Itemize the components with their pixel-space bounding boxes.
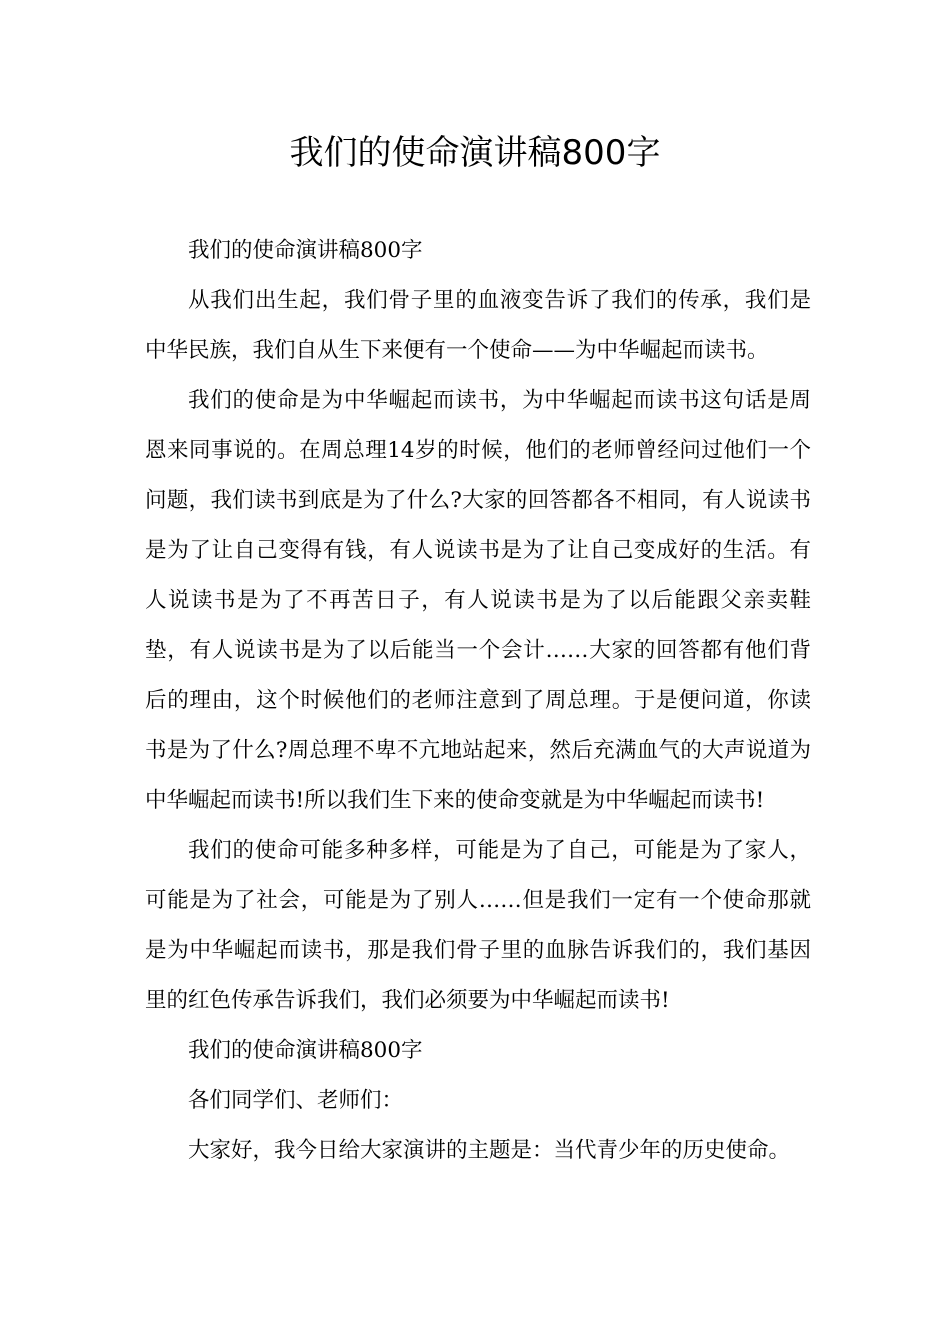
document-body	[145, 226, 811, 1176]
paragraph-subtitle: 我们的使命演讲稿800字	[188, 238, 423, 263]
paragraph: 我们的使命是为中华崛起而读书，为中华崛起而读书这句话是周恩来同事说的。在周总理14岁的时候，他们的老师曾经问过他们一个问题，我们读书到底是为了什么?大家的回答都各不相同，有人说读书是为了让自己变得有钱，有人说读书是为了让自己变成好的生活。有人说读书是为了不再苦日子，有人说读书是为了以后能跟父亲卖鞋垫，有人说读书是为了以后能当一个会计……大家的回答都有他们背后的理由，这个时候他们的老师注意到了周总理。于是便问道，你读书是为了什么?周总理不卑不亢地站起来，然后充满血气的大声说道为中华崛起而读书!所以我们生下来的使命变就是为中华崛起而读书!	[145, 388, 811, 813]
paragraph: 大家好，我今日给大家演讲的主题是：当代青少年的历史使命。	[188, 1138, 791, 1163]
paragraph: 我们的使命可能多种多样，可能是为了自己，可能是为了家人，可能是为了社会，可能是为了别人……但是我们一定有一个使命那就是为中华崛起而读书，那是我们骨子里的血脉告诉我们的，我们基因里的红色传承告诉我们，我们必须要为中华崛起而读书!	[145, 838, 811, 1013]
paragraph-salutation: 各们同学们、老师们：	[188, 1088, 404, 1113]
paragraph-subtitle: 我们的使命演讲稿800字	[188, 1038, 423, 1063]
document-title: 我们的使命演讲稿800字	[289, 133, 661, 173]
paragraph: 从我们出生起，我们骨子里的血液变告诉了我们的传承，我们是中华民族，我们自从生下来便有一个使命——为中华崛起而读书。	[145, 288, 811, 363]
